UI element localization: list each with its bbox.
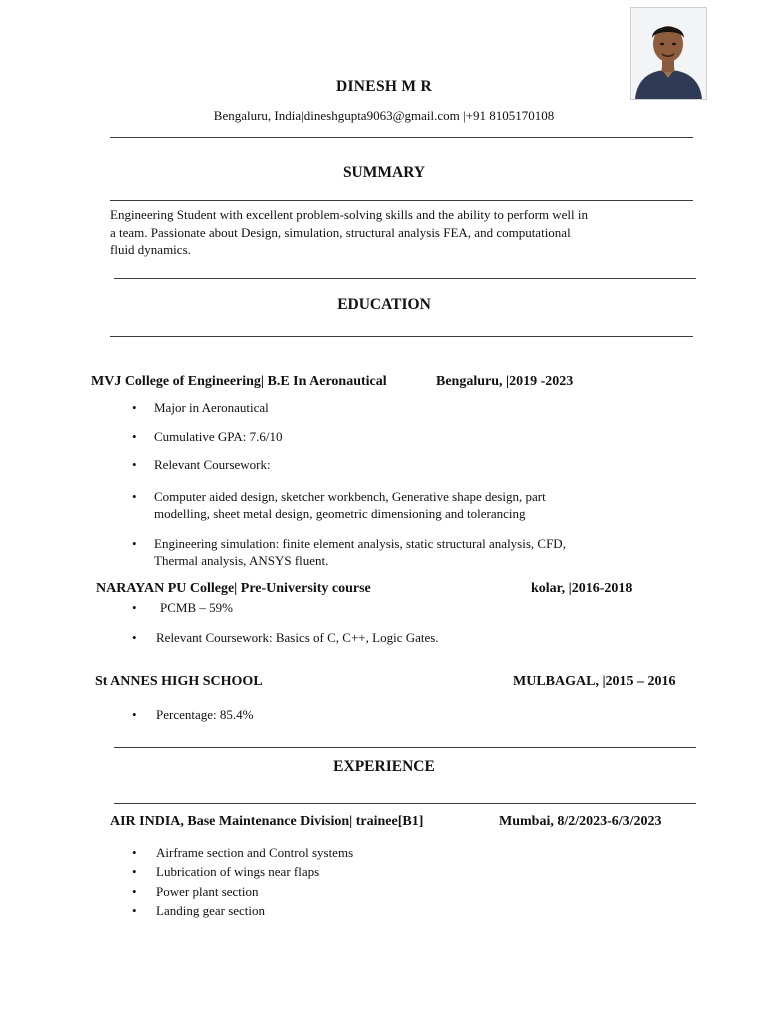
list-item: • Percentage: 85.4% (132, 707, 254, 722)
divider (114, 747, 696, 748)
bullet-icon: • (132, 600, 137, 615)
bullet-icon: • (132, 429, 137, 444)
summary-paragraph (110, 206, 670, 259)
divider (114, 803, 696, 804)
divider (110, 336, 693, 337)
education-institution: St ANNES HIGH SCHOOL (95, 674, 263, 689)
education-institution: MVJ College of Engineering| B.E In Aeronautical (91, 374, 387, 389)
divider (114, 278, 696, 279)
list-item: • Major in Aeronautical (132, 400, 269, 415)
list-item: • Relevant Coursework: (132, 457, 271, 472)
list-item: • Engineering simulation: finite element analysis, static structural analysis, CFD, Thermal analysis, ANSYS fluent. (132, 536, 566, 568)
section-title-experience: EXPERIENCE (333, 758, 435, 775)
bullet-icon: • (132, 457, 137, 472)
summary-line: a team. Passionate about Design, simulation, structural analysis FEA, and computational (110, 224, 571, 240)
list-item: • Computer aided design, sketcher workbench, Generative shape design, part modelling, sheet metal design, geometric dimensioning and tolerancing (132, 489, 546, 521)
divider (110, 137, 693, 138)
bullet-icon: • (132, 707, 137, 722)
candidate-name: DINESH M R (335, 78, 432, 95)
bullet-icon: • (132, 884, 137, 899)
divider (110, 200, 693, 201)
experience-location-dates: Mumbai, 8/2/2023-6/3/2023 (499, 814, 662, 829)
list-item: • Landing gear section (132, 903, 266, 918)
list-item: • Power plant section (132, 884, 259, 899)
bullet-icon: • (132, 845, 137, 860)
list-item: • Airframe section and Control systems (132, 845, 354, 860)
bullet-icon: • (132, 630, 137, 645)
list-item: • Relevant Coursework: Basics of C, C++, Logic Gates. (132, 630, 439, 645)
list-item: • Lubrication of wings near flaps (132, 864, 320, 879)
education-location-dates: Bengaluru, |2019 -2023 (436, 374, 574, 389)
education-institution: NARAYAN PU College| Pre-University course (96, 581, 371, 596)
education-location-dates: kolar, |2016-2018 (531, 581, 633, 596)
section-title-summary: SUMMARY (342, 164, 426, 181)
bullet-icon: • (132, 489, 137, 504)
list-item: • PCMB – 59% (132, 600, 233, 615)
summary-line: Engineering Student with excellent problem-solving skills and the ability to perform well in (110, 207, 589, 222)
bullet-icon: • (132, 864, 137, 879)
experience-role: AIR INDIA, Base Maintenance Division| trainee[B1] (110, 814, 424, 829)
education-location-dates: MULBAGAL, |2015 – 2016 (513, 674, 676, 689)
contact-line: Bengaluru, India|dineshgupta9063@gmail.com |+91 8105170108 (213, 108, 555, 123)
list-item: • Cumulative GPA: 7.6/10 (132, 429, 283, 444)
bullet-icon: • (132, 536, 137, 551)
section-title-education: EDUCATION (337, 296, 431, 313)
summary-line: fluid dynamics. (110, 242, 191, 257)
bullet-icon: • (132, 400, 137, 415)
bullet-icon: • (132, 903, 137, 918)
